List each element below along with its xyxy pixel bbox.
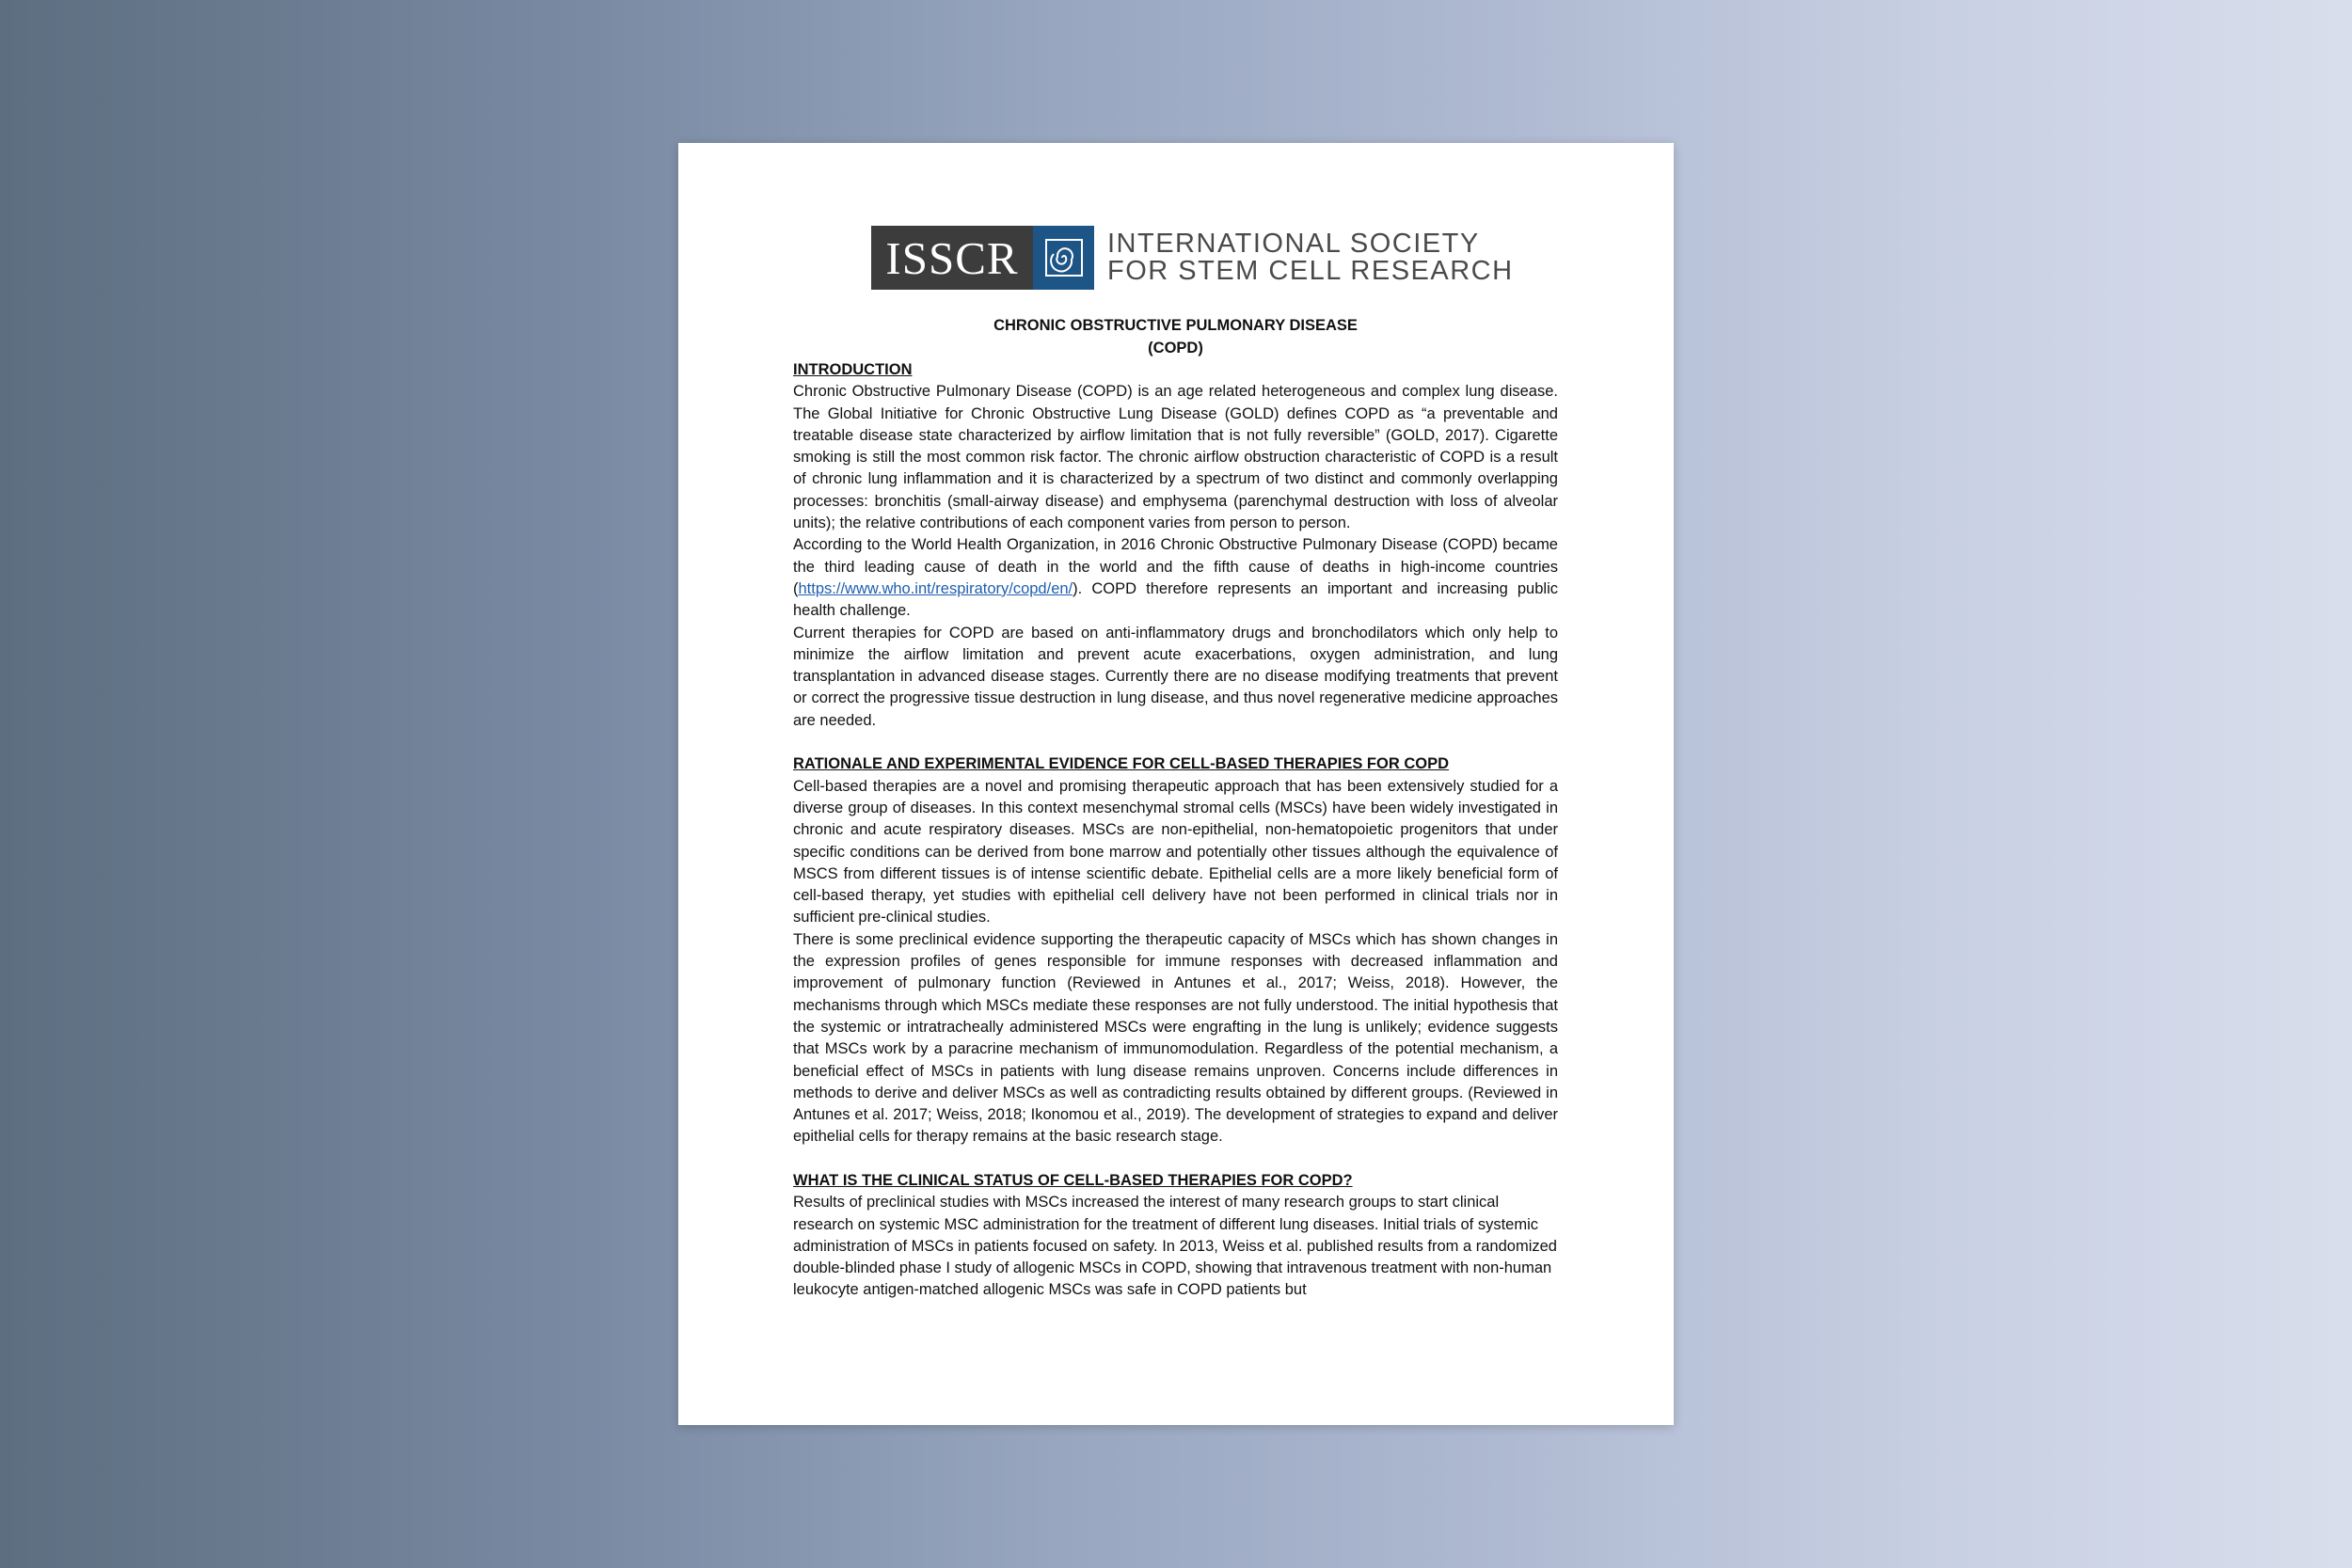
heading-clinical-status: WHAT IS THE CLINICAL STATUS OF CELL-BASED THERAPIES FOR COPD?: [793, 1171, 1353, 1189]
clinical-paragraph-1: Results of preclinical studies with MSCs increased the interest of many research groups to start clinical research on systemic MSC administration for the treatment of different lung diseases. Initial trials of systemic administration of MSCs in patients focused on safety. In 2013, Weiss et al. published results from a randomized double-blinded phase I study of allogenic MSCs in COPD, showing that intravenous treatment with non-human leukocyte antigen-matched allogenic MSCs was safe in COPD patients but: [793, 1194, 1557, 1299]
logo-spiral-icon: [1033, 226, 1094, 290]
document-page: [678, 143, 1674, 1425]
logo-line-1: INTERNATIONAL SOCIETY: [1107, 229, 1480, 259]
intro-paragraph-2-text-b: ). COPD therefore represents an important and increasing public health challenge.: [793, 579, 1558, 620]
isscr-logo: [871, 226, 1558, 290]
heading-rationale: RATIONALE AND EXPERIMENTAL EVIDENCE FOR CELL-BASED THERAPIES FOR COPD: [793, 755, 1450, 773]
logo-line-2: FOR STEM CELL RESEARCH: [1107, 256, 1514, 286]
who-copd-link[interactable]: https://www.who.int/respiratory/copd/en/: [798, 579, 1073, 597]
title-line-1: CHRONIC OBSTRUCTIVE PULMONARY DISEASE: [993, 317, 1358, 334]
logo-wordmark: [1107, 230, 1514, 285]
rationale-paragraph-1: Cell-based therapies are a novel and promising therapeutic approach that has been extensively studied for a diverse group of diseases. In this context mesenchymal stromal cells (MSCs) have been widely investigated in chronic and acute respiratory diseases. MSCs are non-epithelial, non-hematopoietic progenitors that under specific conditions can be derived from bone marrow and potentially other tissues although the equivalence of MSCS from different tissues is of intense scientific debate. Epithelial cells are a more likely beneficial form of cell-based therapy, yet studies with epithelial cell delivery have not been performed in clinical trials nor in sufficient pre-clinical studies.: [793, 777, 1558, 927]
heading-introduction: INTRODUCTION: [793, 361, 913, 378]
intro-paragraph-2: [793, 534, 1558, 622]
rationale-paragraph-2: There is some preclinical evidence supporting the therapeutic capacity of MSCs which has shown changes in the expression profiles of genes responsible for immune responses with decreased inflammation and improvement of pulmonary function (Reviewed in Antunes et al., 2017; Weiss, 2018). However, the mechanisms through which MSCs mediate these responses are not fully understood. The initial hypothesis that the systemic or intratracheally administered MSCs were engrafting in the lung is unlikely; evidence suggests that MSCs work by a paracrine mechanism of immunomodulation. Regardless of the potential mechanism, a beneficial effect of MSCs in patients with lung disease remains unproven. Concerns include differences in methods to derive and deliver MSCs as well as contradicting results obtained by different groups. (Reviewed in Antunes et al. 2017; Weiss, 2018; Ikonomou et al., 2019). The development of strategies to expand and deliver epithelial cells for therapy remains at the basic research stage.: [793, 930, 1558, 1146]
document-title: [793, 314, 1558, 359]
section-spacer: [793, 732, 1558, 753]
title-line-2: (COPD): [1148, 340, 1203, 356]
logo-abbreviation: ISSCR: [871, 226, 1033, 290]
document-content: [793, 226, 1558, 1302]
intro-paragraph-1: Chronic Obstructive Pulmonary Disease (COPD) is an age related heterogeneous and complex lung disease. The Global Initiative for Chronic Obstructive Lung Disease (GOLD) defines COPD as “a preventable and treatable disease state characterized by airflow limitation that is not fully reversible” (GOLD, 2017). Cigarette smoking is still the most common risk factor. The chronic airflow obstruction characteristic of COPD is a result of chronic lung inflammation and it is characterized by a spectrum of two distinct and commonly overlapping processes: bronchitis (small-airway disease) and emphysema (parenchymal destruction with loss of alveolar units); the relative contributions of each component varies from person to person.: [793, 383, 1558, 532]
section-spacer: [793, 1148, 1558, 1170]
intro-paragraph-2-text-a: According to the World Health Organization, in 2016 Chronic Obstructive Pulmonary Disease (COPD) became the third leading cause of death in the world and the fifth cause of deaths in high-income countries (: [793, 536, 1558, 597]
intro-paragraph-3: Current therapies for COPD are based on anti-inflammatory drugs and bronchodilators which only help to minimize the airflow limitation and prevent acute exacerbations, oxygen administration, and lung transplantation in advanced disease stages. Currently there are no disease modifying treatments that prevent or correct the progressive tissue destruction in lung disease, and thus novel regenerative medicine approaches are needed.: [793, 624, 1558, 729]
